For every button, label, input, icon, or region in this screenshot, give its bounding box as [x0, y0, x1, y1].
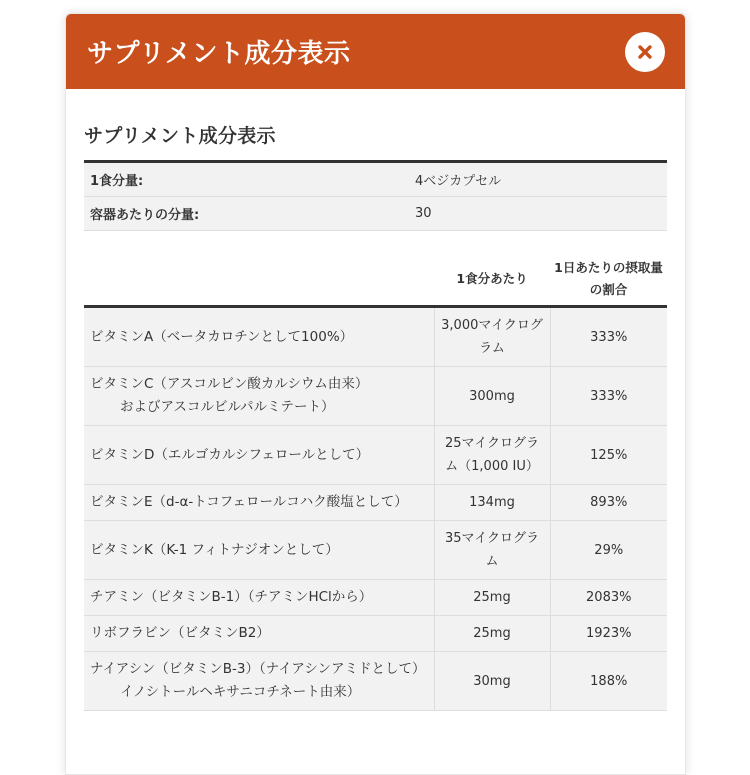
amount-column-header: 1食分あたり [434, 253, 550, 307]
nutrient-daily-value: 29% [550, 521, 667, 580]
close-button[interactable] [625, 32, 665, 72]
nutrient-amount: 25mg [434, 580, 550, 616]
nutrient-daily-value: 893% [550, 485, 667, 521]
table-row [84, 162, 667, 197]
nutrient-name-subtext: およびアスコルビルパルミテート） [120, 399, 335, 415]
nutrient-daily-value: 333% [550, 307, 667, 367]
table-header-row [84, 253, 667, 307]
nutrient-name-text: リボフラビン（ビタミンB2） [90, 625, 270, 641]
nutrient-name-text: ビタミンE（d-α-トコフェロールコハク酸塩として） [90, 494, 408, 510]
nutrient-name [84, 485, 434, 521]
nutrient-name [84, 426, 434, 485]
modal-header [66, 14, 685, 89]
nutrient-name-text: ビタミンK（K-1 フィトナジオンとして） [90, 541, 339, 558]
nutrient-name-text: ビタミンA（ベータカロチンとして100%） [90, 328, 354, 345]
table-row [84, 197, 667, 231]
nutrient-daily-value: 1923% [550, 616, 667, 652]
nutrient-name [84, 307, 434, 367]
table-row [84, 580, 667, 616]
nutrient-amount: 25mg [434, 616, 550, 652]
close-icon [637, 44, 653, 60]
table-row [84, 652, 667, 711]
nutrient-daily-value: 2083% [550, 580, 667, 616]
nutrient-daily-value: 125% [550, 426, 667, 485]
serving-info-table [84, 160, 667, 231]
nutrient-name [84, 367, 434, 426]
nutrient-amount: 30mg [434, 652, 550, 711]
modal-title: サプリメント成分表示 [87, 39, 351, 69]
daily-value-column-header: 1日あたりの摂取量の割合 [550, 253, 667, 307]
table-row [84, 367, 667, 426]
nutrient-amount: 3,000マイクログラム [434, 307, 550, 367]
nutrient-amount: 300mg [434, 367, 550, 426]
nutrient-table [84, 253, 667, 711]
section-title: サプリメント成分表示 [84, 125, 276, 147]
table-row [84, 485, 667, 521]
nutrient-name-text: ビタミンC（アスコルビン酸カルシウム由来） [90, 376, 369, 392]
nutrient-name [84, 521, 434, 580]
nutrient-column-header [84, 253, 434, 307]
nutrient-name [84, 652, 434, 711]
supplement-facts-modal [65, 13, 686, 775]
nutrient-name [84, 580, 434, 616]
nutrient-name-text: チアミン（ビタミンB-1）（チアミンHClから） [90, 589, 373, 605]
nutrient-daily-value: 333% [550, 367, 667, 426]
table-row [84, 307, 667, 367]
nutrient-daily-value: 188% [550, 652, 667, 711]
nutrient-amount: 134mg [434, 485, 550, 521]
nutrient-name [84, 616, 434, 652]
table-row [84, 521, 667, 580]
serving-size-value: 4ベジカプセル [409, 162, 667, 197]
serving-size-label: 1食分量: [84, 162, 409, 197]
servings-per-container-label: 容器あたりの分量: [84, 197, 409, 231]
nutrient-name-subtext: イノシトールヘキサニコチネート由来） [120, 684, 361, 700]
servings-per-container-value: 30 [409, 197, 667, 231]
table-row [84, 616, 667, 652]
table-row [84, 426, 667, 485]
nutrient-amount: 35マイクログラム [434, 521, 550, 580]
nutrient-name-text: ビタミンD（エルゴカルシフェロールとして） [90, 446, 370, 463]
nutrient-amount: 25マイクログラム（1,000 IU） [434, 426, 550, 485]
nutrient-name-text: ナイアシン（ビタミンB-3）（ナイアシンアミドとして） [90, 661, 426, 677]
modal-body [66, 121, 685, 711]
